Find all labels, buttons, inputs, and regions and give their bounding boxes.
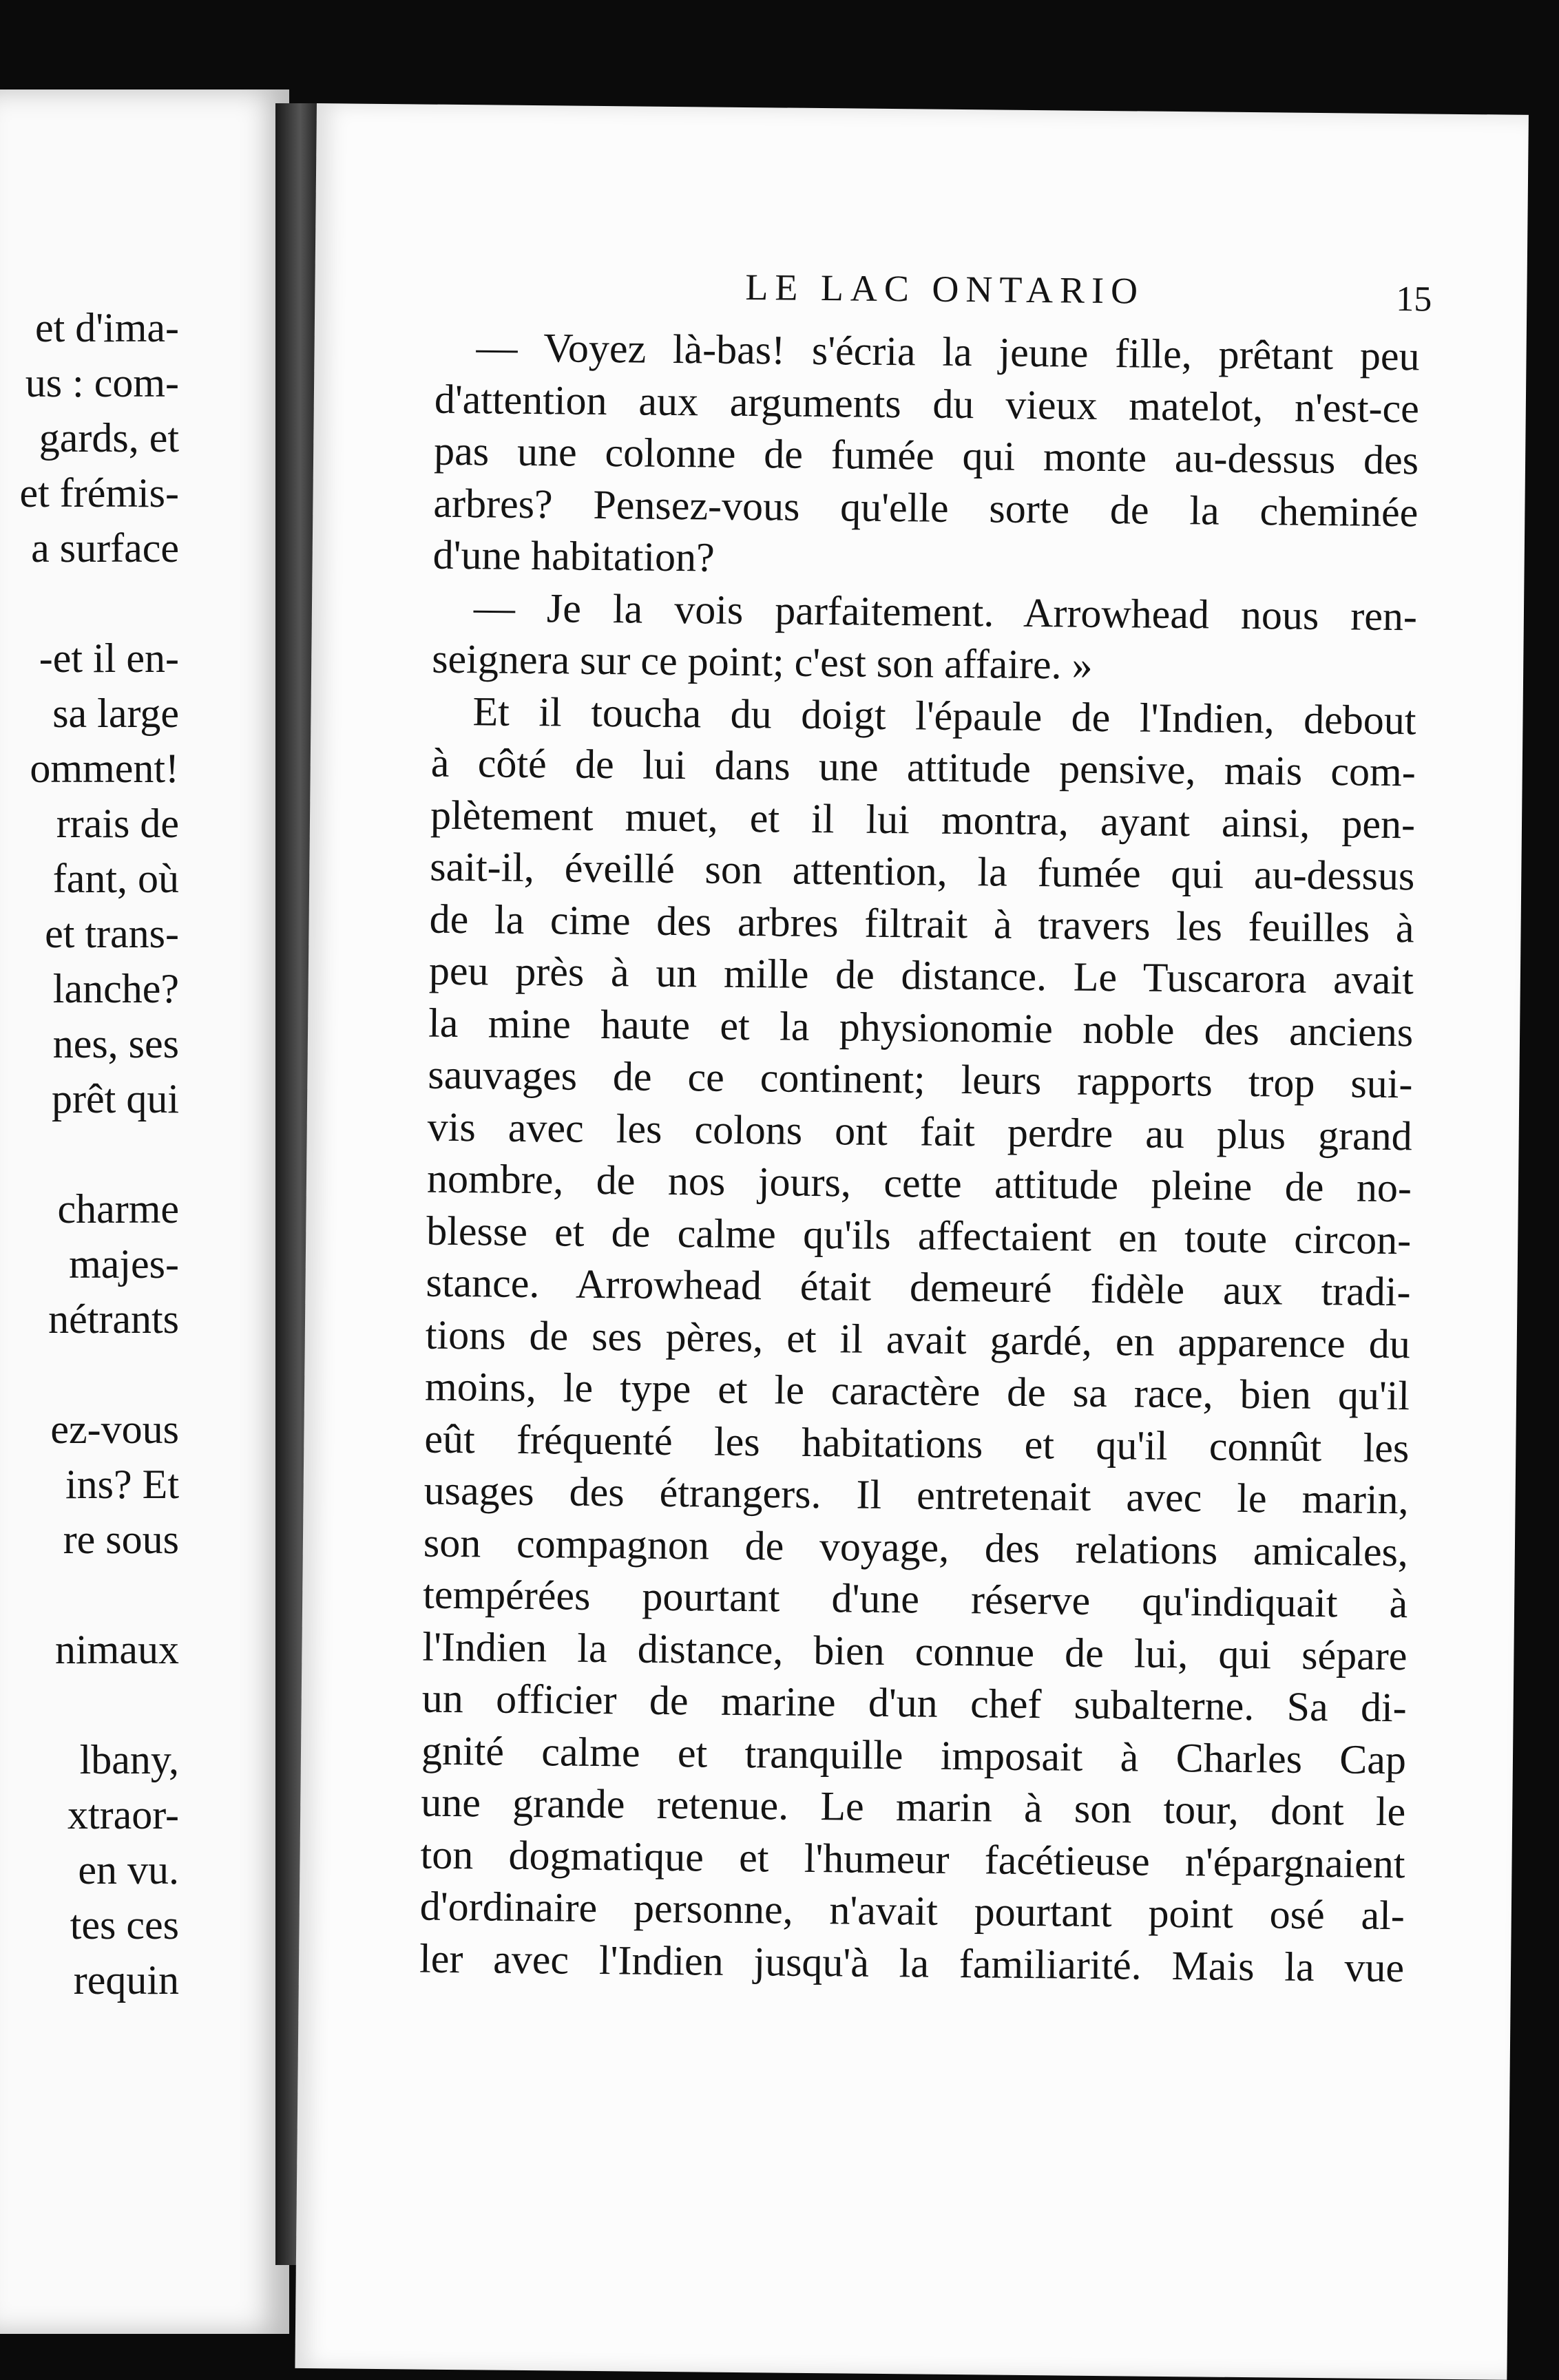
text-line: tempérées pourtant d'une réserve qu'indiquait à	[422, 1571, 1408, 1627]
text-line: la mine haute et la physionomie noble des anciens	[428, 1000, 1414, 1055]
text-line: d'une habitation?	[432, 531, 715, 580]
text-line: une grande retenue. Le marin à son tour, dont le	[421, 1779, 1406, 1835]
body-text	[419, 322, 1420, 1994]
text-line: ler avec l'Indien jusqu'à la familiarité. Mais la vue	[419, 1935, 1405, 1990]
left-text-line: re sous	[63, 1517, 179, 1562]
text-line: vis avec les colons ont fait perdre au plus grand	[427, 1104, 1412, 1159]
left-text-line: requin	[73, 1957, 179, 2003]
text-line: — Je la vois parfaitement. Arrowhead nous ren-	[473, 584, 1418, 639]
text-line: l'Indien la distance, bien connue de lui, qui sépare	[422, 1623, 1408, 1678]
text-line: sauvages de ce continent; leurs rapports trop sui-	[428, 1051, 1413, 1107]
text-line: plètement muet, et il lui montra, ayant ainsi, pen-	[430, 792, 1416, 847]
text-line: de la cime des arbres filtrait à travers les feuilles à	[429, 896, 1414, 951]
text-line: son compagnon de voyage, des relations amicales,	[423, 1519, 1409, 1575]
left-text-line: majes-	[69, 1241, 179, 1287]
left-text-line: nimaux	[55, 1627, 179, 1672]
text-line: stance. Arrowhead était demeuré fidèle aux tradi-	[426, 1259, 1411, 1315]
text-line: Et il toucha du doigt l'épaule de l'Indien, debout	[472, 688, 1416, 743]
left-text-line: nes, ses	[52, 1021, 179, 1066]
left-text-line: ez-vous	[50, 1407, 179, 1452]
left-text-line: rrais de	[56, 801, 179, 846]
right-page	[295, 103, 1529, 2380]
left-text-line: et d'ima-	[34, 305, 179, 350]
text-line: blesse et de calme qu'ils affectaient en toute circon-	[426, 1208, 1412, 1263]
text-line: eût fréquenté les habitations et qu'il connût les	[424, 1415, 1410, 1471]
left-text-line: sa large	[52, 691, 179, 736]
text-line: ton dogmatique et l'humeur facétieuse n'épargnaient	[420, 1831, 1405, 1886]
left-text-line: et frémis-	[19, 470, 179, 516]
text-line: moins, le type et le caractère de sa race, bien qu'il	[424, 1363, 1410, 1419]
text-line: d'ordinaire personne, n'avait pourtant point osé al-	[419, 1883, 1405, 1939]
text-line: peu près à un mille de distance. Le Tuscarora avait	[428, 947, 1414, 1003]
left-text-line: lbany,	[79, 1737, 179, 1782]
left-text-line: lanche?	[52, 966, 179, 1011]
text-line: d'attention aux arguments du vieux matelot, n'est-ce	[434, 376, 1420, 431]
text-line: nombre, de nos jours, cette attitude pleine de no-	[426, 1155, 1412, 1211]
left-text-line: charme	[57, 1186, 179, 1232]
text-line: arbres? Pensez-vous qu'elle sorte de la cheminée	[433, 480, 1419, 535]
left-text-line: gards, et	[39, 415, 179, 461]
left-text-line: ins? Et	[65, 1462, 179, 1507]
text-line: à côté de lui dans une attitude pensive, mais com-	[430, 739, 1416, 795]
text-line: gnité calme et tranquille imposait à Charles Cap	[421, 1727, 1407, 1782]
text-line: — Voyez là-bas! s'écria la jeune fille, prêtant peu	[476, 324, 1420, 379]
left-text-line: et trans-	[45, 911, 179, 956]
text-line: usages des étrangers. Il entretenait avec le marin,	[423, 1467, 1409, 1523]
left-page	[0, 89, 289, 2334]
left-text-line: omment!	[30, 746, 179, 791]
text-line: seignera sur ce point; c'est son affaire. »	[431, 635, 1093, 688]
left-text-line: a surface	[31, 525, 179, 571]
left-text-line: -et il en-	[39, 635, 179, 681]
running-head: LE LAC ONTARIO	[745, 266, 1145, 312]
left-text-line: nétrants	[48, 1296, 179, 1342]
left-text-line: tes ces	[70, 1902, 179, 1948]
left-text-line: prêt qui	[52, 1076, 179, 1121]
left-text-line: us : com-	[25, 360, 179, 406]
left-page-text	[0, 89, 289, 2334]
left-text-line: fant, où	[52, 856, 179, 901]
text-line: tions de ses pères, et il avait gardé, en apparence du	[425, 1312, 1411, 1367]
text-line: un officier de marine d'un chef subalterne. Sa di-	[421, 1675, 1408, 1731]
left-text-line: xtraor-	[67, 1792, 179, 1837]
text-line: pas une colonne de fumée qui monte au-dessus des	[433, 428, 1419, 483]
text-line: sait-il, éveillé son attention, la fumée qui au-dessus	[430, 843, 1415, 899]
left-text-line: en vu.	[78, 1847, 179, 1893]
page-number: 15	[1396, 280, 1432, 319]
